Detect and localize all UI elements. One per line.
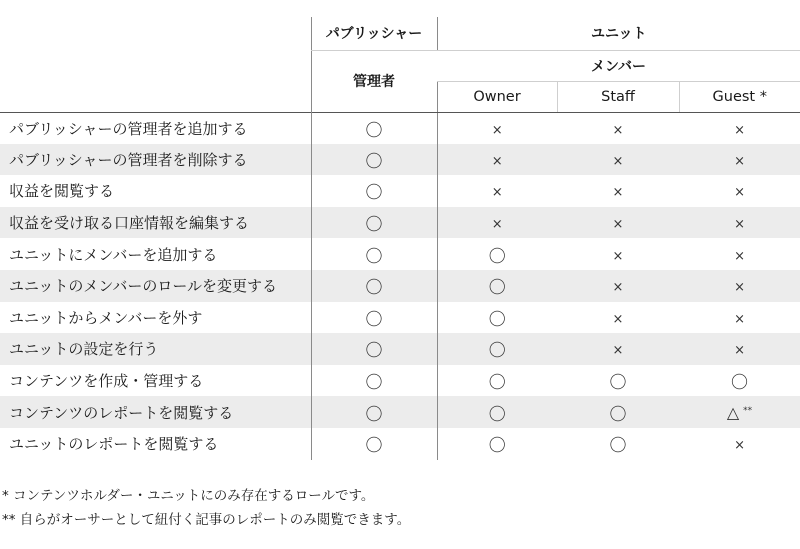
- permission-mark: ×: [491, 217, 503, 233]
- permission-cell-staff: [557, 238, 679, 270]
- permission-cell-admin: [311, 396, 437, 428]
- action-label: ユニットからメンバーを外す: [9, 308, 203, 327]
- permission-cell-owner: [437, 175, 557, 207]
- permission-cell-admin: [311, 144, 437, 176]
- table-row: [0, 302, 800, 334]
- permission-mark: 〇: [488, 404, 506, 425]
- permission-table: [0, 17, 800, 460]
- permission-mark: ×: [612, 311, 624, 327]
- permission-mark: ×: [612, 185, 624, 201]
- permission-mark: ×: [612, 153, 624, 169]
- permission-cell-owner: [437, 333, 557, 365]
- permission-cell-owner: [437, 365, 557, 397]
- permission-mark: 〇: [365, 278, 383, 299]
- action-label: ユニットにメンバーを追加する: [9, 245, 218, 264]
- permission-cell-staff: [557, 365, 679, 397]
- table-row: [0, 333, 800, 365]
- permission-mark: ×: [734, 185, 745, 201]
- permission-mark: ×: [612, 280, 624, 296]
- permission-cell-staff: [557, 396, 679, 428]
- table-row: [0, 238, 800, 270]
- permission-mark: ×: [491, 185, 503, 201]
- permission-mark: ×: [734, 248, 745, 264]
- permission-cell-admin: [311, 238, 437, 270]
- permission-mark: △: [726, 402, 740, 422]
- permission-cell-admin: [311, 207, 437, 239]
- permission-mark: ×: [734, 122, 745, 138]
- permission-mark: ×: [491, 153, 503, 169]
- permission-cell-staff: [557, 302, 679, 334]
- action-label: パブリッシャーの管理者を削除する: [9, 150, 248, 169]
- table-row: [0, 396, 800, 428]
- permission-note: **: [743, 405, 753, 416]
- table-row: [0, 365, 800, 397]
- permission-cell-admin: [311, 175, 437, 207]
- header-role-guest: Guest *: [679, 81, 800, 112]
- permission-mark: 〇: [365, 309, 383, 330]
- permission-mark: ×: [734, 280, 745, 296]
- permission-mark: 〇: [488, 373, 506, 394]
- permission-cell-staff: [557, 175, 679, 207]
- header-member: メンバー: [437, 50, 800, 81]
- permission-cell-guest: [679, 365, 800, 397]
- table-row: [0, 175, 800, 207]
- header-admin: 管理者: [311, 50, 437, 112]
- permission-cell-admin: [311, 302, 437, 334]
- table-row: [0, 270, 800, 302]
- permission-cell-owner: [437, 112, 557, 144]
- action-label: ユニットのレポートを閲覧する: [9, 435, 219, 454]
- action-label: ユニットのメンバーのロールを変更する: [9, 277, 278, 296]
- permission-cell-owner: [437, 396, 557, 428]
- permission-mark: 〇: [365, 341, 383, 362]
- action-label: パブリッシャーの管理者を追加する: [9, 119, 248, 138]
- permission-cell-staff: [557, 428, 679, 460]
- permission-cell-guest: [679, 112, 800, 144]
- permission-mark: 〇: [488, 341, 506, 362]
- permission-cell-staff: [557, 270, 679, 302]
- permission-cell-admin: [311, 333, 437, 365]
- permission-mark: 〇: [488, 278, 506, 299]
- permission-mark: 〇: [609, 373, 627, 394]
- permission-cell-staff: [557, 144, 679, 176]
- header-role-staff: Staff: [557, 81, 679, 112]
- action-label: コンテンツのレポートを閲覧する: [9, 403, 234, 422]
- permission-mark: ×: [734, 153, 745, 169]
- permission-mark: 〇: [365, 373, 383, 394]
- header-unit: ユニット: [437, 17, 800, 50]
- permission-cell-owner: [437, 207, 557, 239]
- permission-mark: 〇: [365, 151, 383, 172]
- permission-mark: 〇: [488, 246, 506, 267]
- permission-mark: ×: [734, 217, 745, 233]
- footnote-report-limit: ** 自らがオーサーとして紐付く記事のレポートのみ閲覧できます。: [2, 512, 411, 528]
- permission-mark: 〇: [609, 404, 627, 425]
- header-publisher: パブリッシャー: [311, 17, 437, 50]
- action-label: 収益を閲覧する: [9, 182, 115, 201]
- permission-cell-guest: [679, 238, 800, 270]
- footnote-guest-role: * コンテンツホルダー・ユニットにのみ存在するロールです。: [2, 488, 375, 504]
- permission-mark: 〇: [488, 436, 506, 457]
- permission-cell-owner: [437, 270, 557, 302]
- permission-mark: 〇: [609, 436, 627, 457]
- permission-cell-guest: [679, 333, 800, 365]
- permission-mark: 〇: [365, 404, 383, 425]
- permission-mark: ×: [491, 122, 503, 138]
- permission-cell-owner: [437, 238, 557, 270]
- permission-mark: 〇: [365, 183, 383, 204]
- permission-cell-admin: [311, 270, 437, 302]
- permission-cell-staff: [557, 333, 679, 365]
- permission-cell-guest: [679, 144, 800, 176]
- table-row: [0, 207, 800, 239]
- permission-cell-staff: [557, 112, 679, 144]
- permission-cell-guest: [679, 175, 800, 207]
- permission-cell-admin: [311, 365, 437, 397]
- permission-cell-guest: [679, 302, 800, 334]
- footnotes: [2, 484, 410, 532]
- permission-cell-staff: [557, 207, 679, 239]
- permission-mark: ×: [734, 311, 745, 327]
- action-label: ユニットの設定を行う: [9, 340, 159, 359]
- action-label: コンテンツを作成・管理する: [9, 372, 204, 391]
- permission-cell-admin: [311, 112, 437, 144]
- action-label: 収益を受け取る口座情報を編集する: [9, 214, 250, 233]
- permission-cell-guest: [679, 207, 800, 239]
- header-role-owner: Owner: [437, 81, 557, 112]
- permission-mark: ×: [612, 217, 624, 233]
- table-row: [0, 428, 800, 460]
- table-row: [0, 112, 800, 144]
- permission-cell-owner: [437, 144, 557, 176]
- permission-mark: ×: [612, 248, 624, 264]
- table-body: [0, 112, 800, 460]
- permission-cell-owner: [437, 302, 557, 334]
- table-row: [0, 144, 800, 176]
- permission-cell-owner: [437, 428, 557, 460]
- permission-mark: 〇: [365, 436, 383, 457]
- permission-mark: ×: [734, 343, 745, 359]
- permission-mark: 〇: [731, 373, 749, 394]
- permission-mark: ×: [612, 122, 624, 138]
- permission-mark: 〇: [365, 246, 383, 267]
- permission-mark: ×: [612, 343, 624, 359]
- permission-cell-guest: [679, 270, 800, 302]
- permission-cell-guest: [679, 428, 800, 460]
- permission-mark: 〇: [365, 120, 383, 141]
- header-blank-cell: [0, 17, 311, 112]
- permission-cell-admin: [311, 428, 437, 460]
- permission-cell-guest: [679, 396, 800, 428]
- permission-mark: ×: [734, 438, 745, 454]
- permission-mark: 〇: [365, 215, 383, 236]
- table-header: [0, 17, 800, 112]
- permission-mark: 〇: [488, 309, 506, 330]
